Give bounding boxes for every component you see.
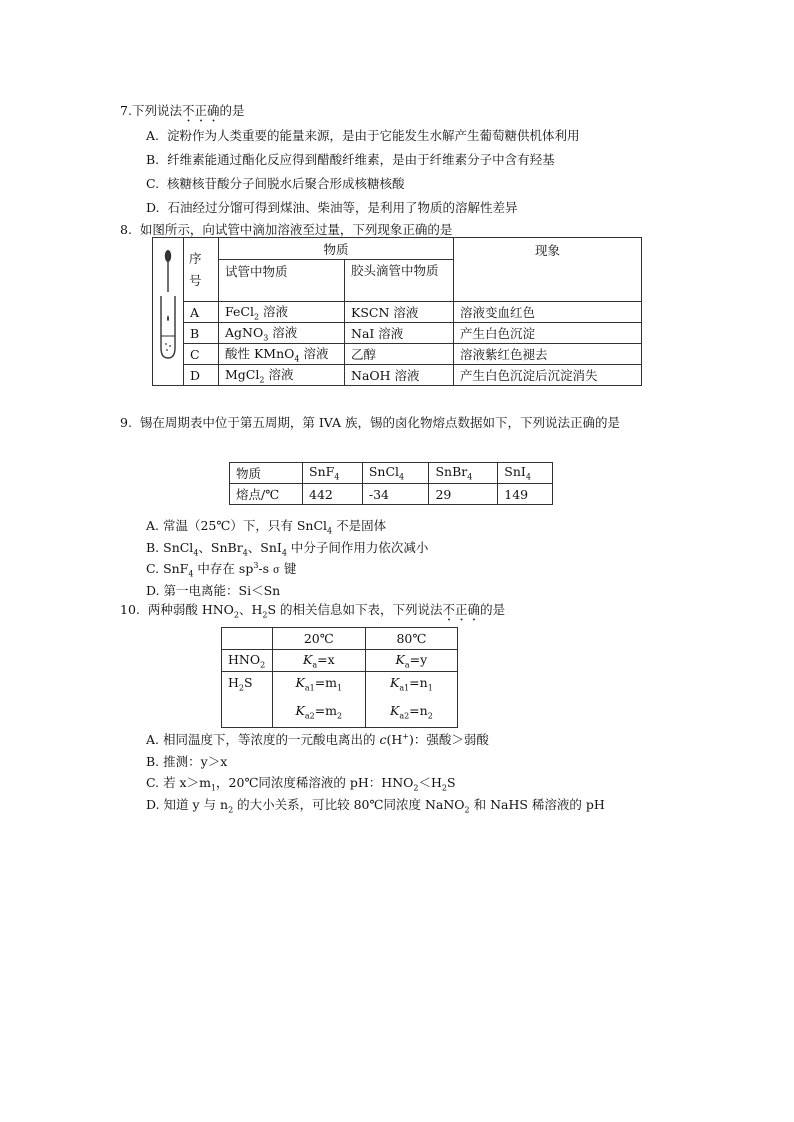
q8-number: 8.: [120, 222, 132, 237]
q7-stem-emphasis: 不正确: [181, 103, 220, 118]
q7-option-c: [146, 174, 405, 192]
row-b-tube: AgNO$_3$ 溶液: [219, 323, 345, 344]
q9-melting-point-table: [229, 462, 553, 505]
q7-option-a-label: A.: [146, 128, 160, 143]
seq-header-text: 序号: [189, 250, 202, 288]
q7-option-d-text: 石油经过分馏可得到煤油、柴油等，是利用了物质的溶解性差异: [167, 200, 518, 215]
q10-stem-emphasis: 不正确: [442, 602, 481, 617]
q7-option-c-text: 核糖核苷酸分子间脱水后聚合形成核糖核酸: [167, 176, 405, 191]
q9-row2-label: 熔点/℃: [230, 484, 303, 505]
q10-empty-corner: [222, 628, 273, 650]
q7-number: 7.: [120, 103, 132, 118]
q9-option-d: D. 第一电离能：Si＜Sn: [146, 583, 281, 598]
q7-option-b: [146, 150, 555, 168]
q9-mp-3: 29: [429, 484, 498, 505]
dropper-header-text: 胶头滴管中物质: [351, 263, 439, 278]
q10-stem: 10. 两种弱酸 $HNO_2$、$H_2S$ 的相关信息如下表，下列说法不正确的是: [120, 602, 506, 620]
q10-acid-table: [221, 627, 458, 728]
row-a-result: 溶液变血红色: [454, 302, 642, 323]
q8-stem: [120, 220, 452, 238]
q9-mp-1: 442: [303, 484, 363, 505]
q10-h2s-label: $H_2S$: [222, 672, 273, 728]
row-a-dropper: KSCN 溶液: [345, 302, 454, 323]
substance-header-text: 物质: [323, 241, 349, 257]
row-d-tube: MgCl$_2$ 溶液: [219, 365, 345, 386]
q8-table: [152, 237, 642, 386]
q10-h2s-80c: $K_{a1}=n_1$ $K_{a2}=n_2$: [365, 672, 457, 728]
q10-header-80c: 80℃: [365, 628, 457, 650]
q10-option-b: B. 推测：y＞x: [146, 754, 228, 769]
q9-mp-2: -34: [362, 484, 429, 505]
q7-stem-after: 的是: [219, 103, 245, 118]
q7-option-c-label: C.: [146, 176, 160, 191]
q9-compound-3: SnBr$_4$: [429, 463, 498, 484]
q7-option-b-text: 纤维素能通过酯化反应得到醋酸纤维素，是由于纤维素分子中含有羟基: [167, 152, 555, 167]
q9-option-b: B. SnCl$_4$、SnBr$_4$、SnI$_4$ 中分子间作用力依次减小: [146, 540, 429, 558]
row-b-id: B: [184, 323, 219, 344]
q10-option-a: A. 相同温度下，等浓度的一元酸电离出的 c(H+)：强酸＞弱酸: [146, 731, 489, 747]
q7-option-b-label: B.: [146, 152, 160, 167]
q9-compound-2: SnCl$_4$: [362, 463, 429, 484]
q10-header-20c: 20℃: [272, 628, 365, 650]
q9-stem: [120, 413, 620, 431]
row-c-result: 溶液紫红色褪去: [454, 344, 642, 365]
row-b-result: 产生白色沉淀: [454, 323, 642, 344]
row-c-tube: 酸性 KMnO$_4$ 溶液: [219, 344, 345, 365]
row-a-id: A: [184, 302, 219, 323]
q7-option-d-label: D.: [146, 200, 160, 215]
row-b-dropper: NaI 溶液: [345, 323, 454, 344]
q9-option-a: A. 常温（25℃）下，只有 SnCl$_4$ 不是固体: [146, 518, 387, 536]
q7-stem: [120, 101, 244, 125]
q10-hno2-80c: $K_a=y$: [365, 650, 457, 672]
row-a-tube: FeCl$_2$ 溶液: [219, 302, 345, 323]
q10-option-c: C. 若 $x>m_1$，20℃同浓度稀溶液的 pH：$HNO_2<H_2S$: [146, 775, 456, 793]
dropper-header: [345, 260, 454, 302]
substance-header: [219, 238, 454, 260]
row-d-id: D: [184, 365, 219, 386]
row-c-id: C: [184, 344, 219, 365]
test-tube-figure-cell: [153, 238, 184, 386]
q7-option-a-text: 淀粉作为人类重要的能量来源，是由于它能发生水解产生葡萄糖供机体利用: [166, 128, 580, 143]
q9-compound-4: SnI$_4$: [498, 463, 553, 484]
q10-option-d: D. 知道 y 与 $n_2$ 的大小关系，可比较 80℃同浓度 NaNO$_2$ 和 NaHS 稀溶液的 pH: [146, 797, 605, 815]
q10-number: 10.: [120, 602, 140, 617]
q9-number: 9.: [120, 415, 132, 430]
q8-stem-text: 如图所示，向试管中滴加溶液至过量，下列现象正确的是: [139, 222, 453, 237]
seq-header: [184, 238, 219, 302]
q9-stem-text: 锡在周期表中位于第五周期，第 IVA 族，锡的卤化物熔点数据如下，下列说法正确的是: [139, 415, 620, 430]
phenomenon-header: [454, 238, 642, 302]
q7-option-d: [146, 198, 518, 216]
q7-option-a: [146, 126, 579, 144]
q9-compound-1: SnF$_4$: [303, 463, 363, 484]
test-tube-dropper-icon: [153, 240, 183, 380]
q7-stem-before: 下列说法: [131, 103, 182, 118]
q9-row1-label: 物质: [230, 463, 303, 484]
tube-header: [219, 260, 345, 302]
tube-header-text: 试管中物质: [225, 264, 288, 279]
row-c-dropper: 乙醇: [345, 344, 454, 365]
row-d-result: 产生白色沉淀后沉淀消失: [454, 365, 642, 386]
q10-hno2-20c: $K_a=x$: [272, 650, 365, 672]
q9-mp-4: 149: [498, 484, 553, 505]
q10-hno2-label: $HNO_2$: [222, 650, 273, 672]
q10-h2s-20c: $K_{a1}=m_1$ $K_{a2}=m_2$: [272, 672, 365, 728]
phenomenon-header-text: 现象: [534, 243, 560, 258]
q9-option-c: C. SnF$_4$ 中存在 $sp^3-s$ σ 键: [146, 560, 297, 579]
row-d-dropper: NaOH 溶液: [345, 365, 454, 386]
